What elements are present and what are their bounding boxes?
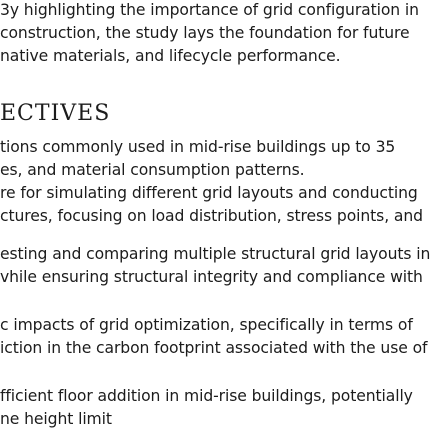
intro-line-2: construction, the study lays the foundation for future bbox=[0, 24, 410, 42]
objective-line-7: c impacts of grid optimization, specifically in terms of bbox=[0, 316, 413, 334]
intro-line-1: 3y highlighting the importance of grid configuration in bbox=[0, 1, 419, 19]
objective-line-8: iction in the carbon footprint associated with the use of bbox=[0, 339, 428, 357]
intro-line-3: native materials, and lifecycle performance. bbox=[0, 47, 341, 65]
objective-line-9: fficient floor addition in mid-rise buildings, potentially bbox=[0, 387, 413, 405]
objective-line-3: re for simulating different grid layouts and conducting bbox=[0, 184, 418, 202]
section-heading: ECTIVES bbox=[0, 101, 111, 126]
objective-line-10: ne height limit bbox=[0, 410, 112, 428]
objective-line-2: es, and material consumption patterns. bbox=[0, 161, 305, 179]
objective-line-6: vhile ensuring structural integrity and compliance with bbox=[0, 268, 423, 286]
objective-line-4: ctures, focusing on load distribution, stress points, and bbox=[0, 207, 423, 225]
objective-line-1: tions commonly used in mid-rise buildings up to 35 bbox=[0, 138, 396, 156]
objective-line-5: esting and comparing multiple structural grid layouts in bbox=[0, 245, 431, 263]
